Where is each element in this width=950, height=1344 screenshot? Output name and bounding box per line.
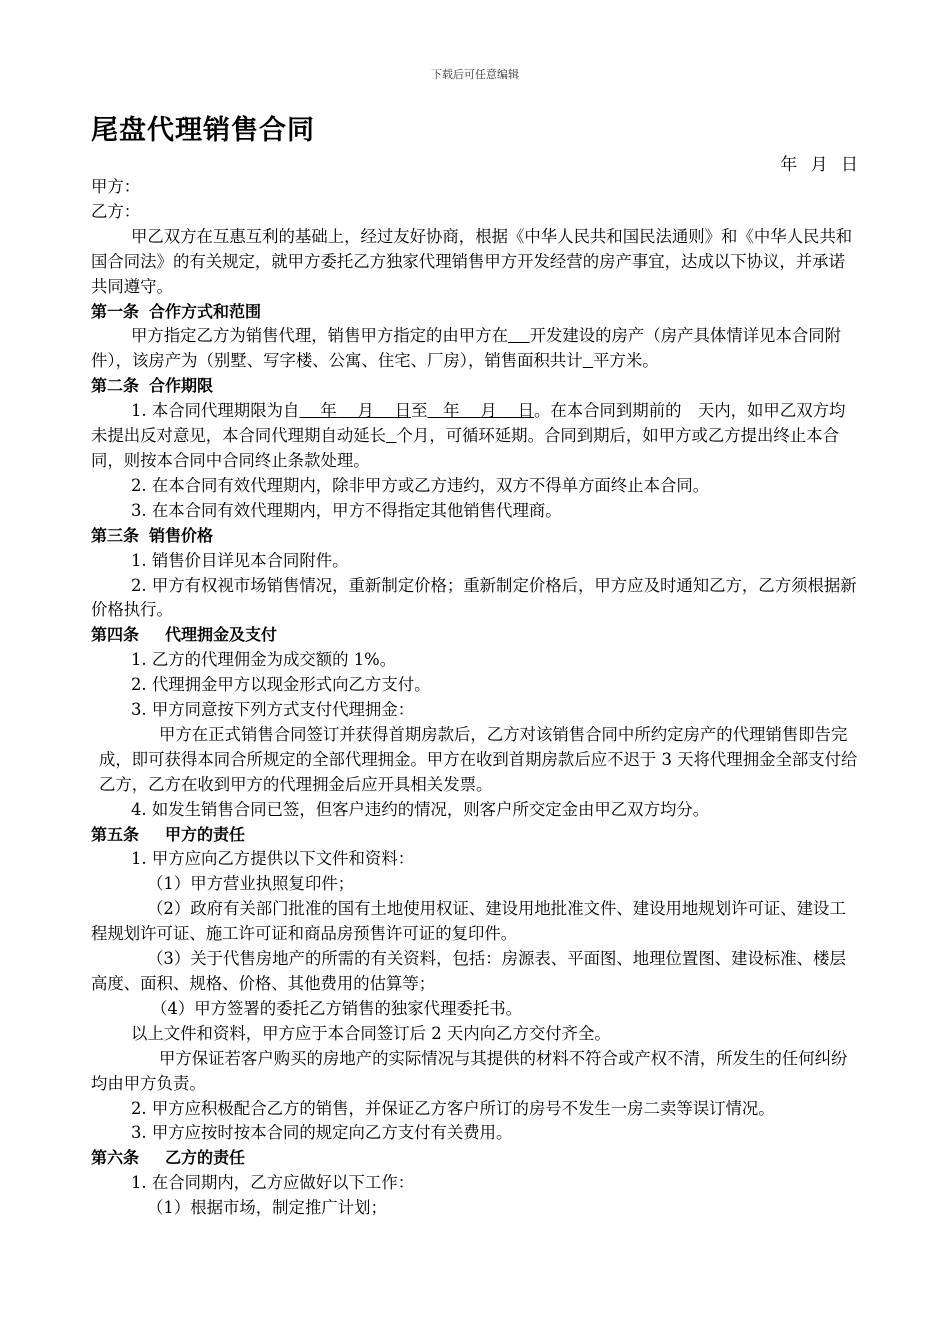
end-month: 月 [480, 401, 497, 421]
s1-text-b: 开发建设的房产（房产具体情详见本合同附件），该房产为（别墅、写字楼、公寓、住宅、厂房），销售面积共计 [91, 326, 842, 371]
section-4-item-4: 4. 如发生销售合同已签，但客户违约的情况，则客户所交定金由甲乙双方均分。 [131, 799, 710, 819]
header-note: 下载后可任意编辑 [431, 68, 519, 81]
section-5-number: 第五条 [91, 824, 140, 844]
party-a-line: 甲方： [91, 177, 141, 196]
section-5-delivery-note: 以上文件和资料，甲方应于本合同签订后 2 天内向乙方交付齐全。 [131, 1023, 611, 1043]
section-5-item-2: 2. 甲方应积极配合乙方的销售，并保证乙方客户所订的房号不发生一房二卖等误订情况。 [131, 1098, 775, 1118]
section-5-doc-2: （2）政府有关部门批准的国有土地使用权证、建设用地批准文件、建设用地规划许可证、建设工程规划许可证、施工许可证和商品房预售许可证的复印件。 [91, 899, 846, 944]
party-b-line: 乙方： [91, 201, 141, 221]
section-6-item-1: 1. 在合同期内，乙方应做好以下工作： [131, 1173, 415, 1193]
document-title: 尾盘代理销售合同 [91, 115, 315, 146]
section-3-item-1: 1. 销售价目详见本合同附件。 [131, 550, 349, 570]
section-3-item-2: 2. 甲方有权视市场销售情况，重新制定价格；重新制定价格后，甲方应及时通知乙方，乙方须根据新价格执行。 [91, 575, 857, 620]
start-year: 年 [320, 401, 337, 421]
section-3-title: 销售价格 [149, 525, 214, 545]
s1-text-a: 甲方指定乙方为销售代理，销售甲方指定的由甲方在 [131, 326, 508, 346]
s1-text-c: 平方米。 [593, 351, 659, 371]
section-2-item-3: 3. 在本合同有效代理期内，甲方不得指定其他销售代理商。 [131, 500, 562, 520]
start-day: 日 [394, 401, 412, 421]
section-5-item-3: 3. 甲方应按时按本合同的规定向乙方支付有关费用。 [131, 1123, 513, 1143]
section-4-payment-detail: 甲方在正式销售合同签订并获得首期房款后，乙方对该销售合同中所约定房产的代理销售即告完成，即可获得本同合所规定的全部代理拥金。甲方在收到首期房款后应不迟于 3 天将代理拥金全部支付给乙方，乙方在收到甲方的代理拥金后应开具相关发票。 [99, 724, 858, 794]
section-5-doc-1: （1）甲方营业执照复印件； [147, 874, 355, 894]
section-4-title: 代理拥金及支付 [165, 625, 278, 645]
section-4-item-3: 3. 甲方同意按下列方式支付代理拥金： [131, 700, 415, 720]
end-year: 年 [443, 401, 460, 421]
s2-to: 至 [411, 401, 428, 421]
section-5-guarantee: 甲方保证若客户购买的房地产的实际情况与其提供的材料不符合或产权不清，所发生的任何纠纷均由甲方负责。 [91, 1048, 848, 1093]
section-4-item-1: 1. 乙方的代理佣金为成交额的 1%。 [131, 650, 397, 670]
section-6-task-1: （1）根据市场，制定推广计划； [147, 1198, 387, 1218]
area-blank [583, 351, 593, 370]
end-date-blank [427, 401, 534, 420]
section-6-heading [91, 1146, 861, 1171]
section-5-heading [91, 823, 861, 848]
section-3-number: 第三条 [91, 525, 140, 545]
section-2-item-2: 2. 在本合同有效代理期内，除非甲方或乙方违约，双方不得单方面终止本合同。 [131, 475, 710, 495]
contract-body [91, 175, 861, 1221]
s2-text-j: 个月，可循环延期。合同到期后，如甲方或乙方提出终止本合同，则按本合同中合同终止条款处理。 [91, 426, 839, 470]
section-4-heading [91, 623, 861, 648]
section-3-heading [91, 524, 861, 549]
section-6-number: 第六条 [91, 1148, 140, 1168]
location-blank [508, 326, 530, 345]
section-2-title: 合作期限 [149, 376, 214, 396]
section-5-doc-3: （3）关于代售房地产的所需的有关资料，包括：房源表、平面图、地理位置图、建设标准、楼层高度、面积、规格、价格、其他费用的估算等； [91, 949, 846, 993]
section-1-heading [91, 300, 861, 325]
s2-text-a: 1. 本合同代理期限为自 [131, 401, 300, 421]
extension-blank [386, 426, 396, 445]
section-5-item-1: 1. 甲方应向乙方提供以下文件和资料： [131, 849, 415, 869]
section-2-number: 第二条 [91, 376, 140, 396]
s2-text-i: 。在本合同到期前的 天内，如甲乙双方均未提出反对意见，本合同代理期自动延长 [91, 401, 846, 446]
section-5-doc-4: （4）甲方签署的委托乙方销售的独家代理委托书。 [151, 998, 523, 1018]
section-1-number: 第一条 [91, 301, 140, 321]
section-2-item-1 [91, 399, 861, 474]
section-2-heading [91, 374, 861, 399]
end-day: 日 [517, 401, 534, 421]
date-line: 年 月 日 [780, 155, 858, 175]
section-4-number: 第四条 [91, 625, 140, 645]
section-6-title: 乙方的责任 [165, 1148, 246, 1168]
section-4-item-2: 2. 代理拥金甲方以现金形式向乙方支付。 [131, 675, 431, 695]
section-1-paragraph [91, 324, 861, 374]
section-5-title: 甲方的责任 [165, 824, 246, 844]
section-1-title: 合作方式和范围 [149, 301, 262, 321]
start-date-blank [299, 401, 411, 420]
intro-paragraph: 甲乙双方在互惠互利的基础上，经过友好协商，根据《中华人民共和国民法通则》和《中华人民共和国合同法》的有关规定，就甲方委托乙方独家代理销售甲方开发经营的房产事宜，达成以下协议，并承诺共同遵守。 [91, 226, 853, 296]
start-month: 月 [357, 401, 374, 421]
